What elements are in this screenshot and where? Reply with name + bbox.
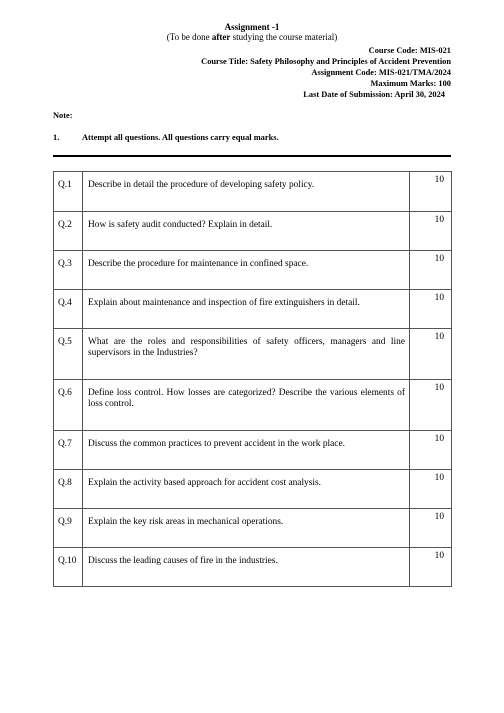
question-text: What are the roles and responsibilities of safety officers, managers and line supervisors in the Industries? xyxy=(83,329,410,380)
question-number: Q.9 xyxy=(54,509,83,548)
assignment-title: Assignment -1 xyxy=(224,22,280,32)
instruction-text: Attempt all questions. All questions carry equal marks. xyxy=(82,133,279,142)
subtitle-after: studying the course material) xyxy=(230,32,338,42)
question-row xyxy=(54,509,452,548)
divider-rule xyxy=(53,155,451,157)
question-text: Describe the procedure for maintenance in confined space. xyxy=(83,251,410,290)
question-marks: 10 xyxy=(410,251,452,290)
question-text: Define loss control. How losses are categorized? Describe the various elements of loss control. xyxy=(83,380,410,431)
maximum-marks: Maximum Marks: 100 xyxy=(370,79,451,88)
assignment-subtitle xyxy=(0,32,504,42)
question-marks: 10 xyxy=(410,329,452,380)
question-marks: 10 xyxy=(410,380,452,431)
question-text: Explain the key risk areas in mechanical operations. xyxy=(83,509,410,548)
question-marks: 10 xyxy=(410,470,452,509)
question-number: Q.8 xyxy=(54,470,83,509)
question-row xyxy=(54,329,452,380)
question-number: Q.3 xyxy=(54,251,83,290)
question-number: Q.10 xyxy=(54,548,83,587)
question-marks: 10 xyxy=(410,431,452,470)
note-label: Note: xyxy=(53,111,73,120)
subtitle-emphasis: after xyxy=(211,32,231,42)
question-row xyxy=(54,290,452,329)
question-number: Q.2 xyxy=(54,212,83,251)
question-text: Discuss the leading causes of fire in the industries. xyxy=(83,548,410,587)
question-row xyxy=(54,251,452,290)
subtitle-before: (To be done xyxy=(166,32,212,42)
question-marks: 10 xyxy=(410,509,452,548)
course-code: Course Code: MIS-021 xyxy=(368,46,451,55)
question-marks: 10 xyxy=(410,290,452,329)
question-number: Q.7 xyxy=(54,431,83,470)
question-number: Q.1 xyxy=(54,172,83,212)
instruction-number: 1. xyxy=(53,133,60,142)
question-number: Q.6 xyxy=(54,380,83,431)
assignment-code: Assignment Code: MIS-021/TMA/2024 xyxy=(311,68,451,77)
question-text: Explain the activity based approach for accident cost analysis. xyxy=(83,470,410,509)
question-row xyxy=(54,212,452,251)
course-title: Course Title: Safety Philosophy and Principles of Accident Prevention xyxy=(201,57,451,66)
question-text: How is safety audit conducted? Explain in detail. xyxy=(83,212,410,251)
question-marks: 10 xyxy=(410,548,452,587)
question-number: Q.5 xyxy=(54,329,83,380)
question-row xyxy=(54,548,452,587)
question-text: Describe in detail the procedure of developing safety policy. xyxy=(83,172,410,212)
questions-table xyxy=(53,171,452,587)
question-row xyxy=(54,470,452,509)
question-row xyxy=(54,172,452,212)
question-number: Q.4 xyxy=(54,290,83,329)
question-row xyxy=(54,380,452,431)
last-date-of-submission: Last Date of Submission: April 30, 2024 xyxy=(303,90,445,99)
question-marks: 10 xyxy=(410,172,452,212)
question-text: Discuss the common practices to prevent accident in the work place. xyxy=(83,431,410,470)
question-marks: 10 xyxy=(410,212,452,251)
question-text: Explain about maintenance and inspection of fire extinguishers in detail. xyxy=(83,290,410,329)
question-row xyxy=(54,431,452,470)
